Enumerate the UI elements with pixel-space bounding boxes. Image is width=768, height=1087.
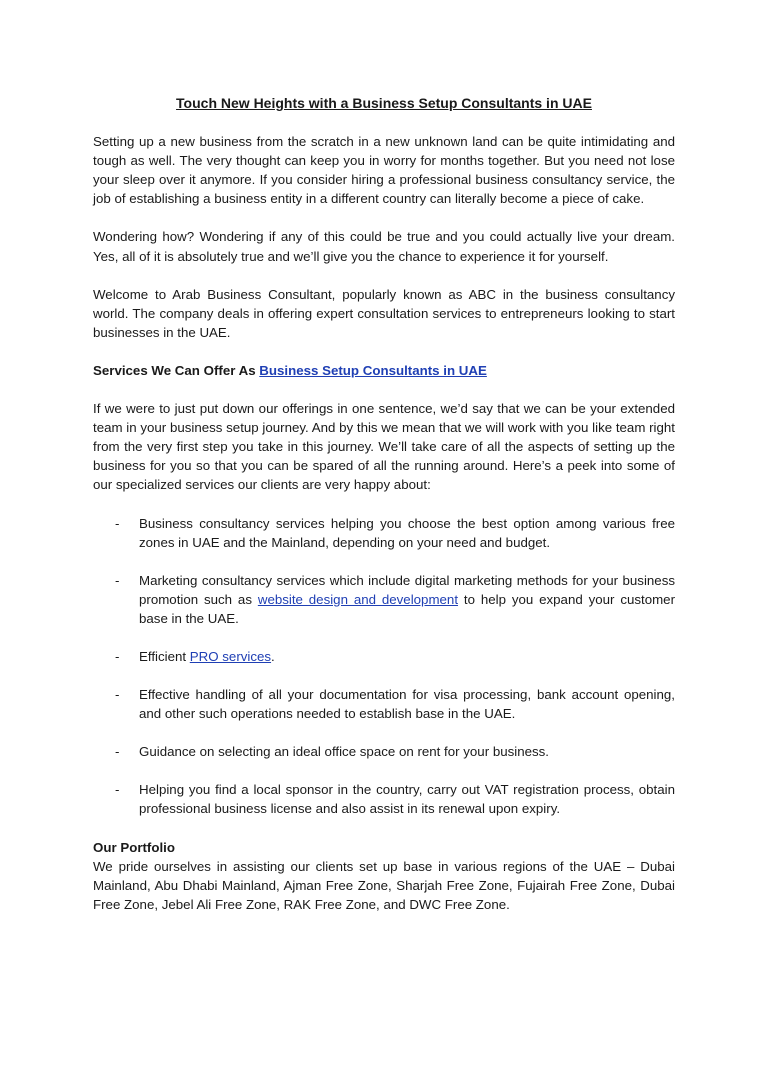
portfolio-paragraph: We pride ourselves in assisting our clients set up base in various regions of the UAE – Dubai Mainland, Abu Dhabi Mainland, Ajman Free Zone, Sharjah Free Zone, Fujairah Free Zone, Dubai Free Zone, Jebel Ali Free Zone, RAK Free Zone, and DWC Free Zone.	[93, 858, 675, 912]
business-setup-consultants-link[interactable]: Business Setup Consultants in UAE	[259, 362, 487, 378]
list-item	[93, 780, 675, 818]
list-item-text: Helping you find a local sponsor in the country, carry out VAT registration process, obtain professional business license and also assist in its renewal upon expiry.	[139, 782, 675, 817]
offerings-paragraph: If we were to just put down our offerings in one sentence, we’d say that we can be your extended team in your business setup journey. And by this we mean that we will work with you like team right from the very first step you take in this journey. We’ll take care of all the aspects of setting up the business for you so that you can be spared of all the running around. Here’s a peek into some of our specialized services our clients are very happy about:	[93, 401, 675, 493]
bullet-dash: -	[115, 648, 120, 664]
services-list	[93, 514, 675, 819]
list-item	[93, 514, 675, 552]
list-item-text: Effective handling of all your documentation for visa processing, bank account opening, and other such operations needed to establish base in the UAE.	[139, 687, 675, 722]
bullet-dash: -	[115, 687, 120, 703]
list-item	[93, 571, 675, 628]
services-heading	[93, 361, 675, 380]
list-item	[93, 742, 675, 761]
bullet-dash: -	[115, 572, 120, 588]
list-item-text: Guidance on selecting an ideal office space on rent for your business.	[139, 744, 549, 760]
list-item	[93, 685, 675, 723]
bullet-dash: -	[115, 782, 120, 798]
pro-services-link[interactable]: PRO services	[189, 648, 272, 664]
list-item-text: Marketing consultancy services which include digital marketing methods for your business promotion such as	[139, 572, 675, 607]
list-item-text: .	[271, 648, 275, 664]
list-item-text: Business consultancy services helping you choose the best option among various free zones in UAE and the Mainland, depending on your need and budget.	[139, 515, 675, 550]
document-title: Touch New Heights with a Business Setup Consultants in UAE	[176, 95, 592, 111]
bullet-dash: -	[115, 515, 120, 531]
intro-paragraph: Setting up a new business from the scratch in a new unknown land can be quite intimidating and tough as well. The very thought can keep you in worry for months together. But you need not lose your sleep over it anymore. If you consider hiring a professional business consultancy service, the job of establishing a business entity in a different country can literally become a piece of cake.	[93, 134, 675, 207]
list-item	[93, 647, 675, 666]
welcome-paragraph: Welcome to Arab Business Consultant, popularly known as ABC in the business consultancy world. The company deals in offering expert consultation services to entrepreneurs looking to start businesses in the UAE.	[93, 286, 675, 340]
list-item-text: to help you expand your customer base in the UAE.	[139, 591, 675, 626]
portfolio-heading: Our Portfolio	[93, 839, 175, 855]
document-page	[93, 94, 675, 914]
wondering-paragraph: Wondering how? Wondering if any of this could be true and you could actually live your dream. Yes, all of it is absolutely true and we’ll give you the chance to experience it for yourself.	[93, 229, 675, 264]
bullet-dash: -	[115, 744, 120, 760]
services-heading-text: Services We Can Offer As	[93, 362, 260, 378]
list-item-text: Efficient	[139, 648, 190, 664]
website-design-link[interactable]: website design and development	[257, 591, 459, 607]
